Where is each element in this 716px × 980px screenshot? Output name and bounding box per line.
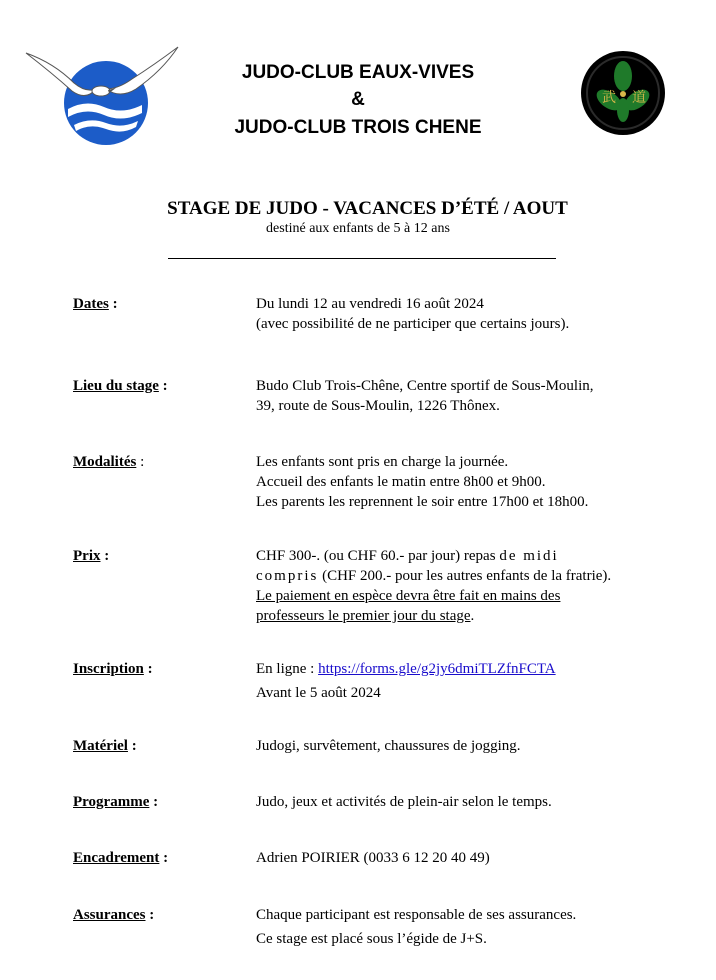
- value-programme: Judo, jeux et activités de plein-air selon le temps.: [256, 794, 552, 810]
- value-materiel: Judogi, survêtement, chaussures de jogging.: [256, 738, 521, 754]
- inscription-online: En ligne : https://forms.gle/g2jy6dmiTLZfnFCTA: [256, 661, 556, 677]
- value-assurances: [256, 905, 656, 949]
- label-programme: Programme :: [73, 794, 159, 810]
- value-dates: [256, 294, 656, 334]
- assurances-line-2: Ce stage est placé sous l’égide de J+S.: [256, 931, 487, 947]
- label-dates: Dates :: [73, 296, 118, 312]
- emblem-char-left: 武: [602, 90, 616, 106]
- value-inscription: [256, 659, 656, 703]
- page-subtitle: destiné aux enfants de 5 à 12 ans: [266, 221, 450, 236]
- label-prix: Prix :: [73, 548, 110, 564]
- assurances-line-1: Chaque participant est responsable de ses assurances.: [256, 907, 577, 923]
- value-encadrement: Adrien POIRIER (0033 6 12 20 40 49): [256, 850, 490, 866]
- label-encadrement: Encadrement :: [73, 850, 169, 866]
- club-name-eaux-vives: JUDO-CLUB EAUX-VIVES: [241, 62, 475, 83]
- lieu-line-1: Budo Club Trois-Chêne, Centre sportif de Sous-Moulin,: [256, 378, 594, 394]
- inscription-deadline: Avant le 5 août 2024: [256, 685, 381, 701]
- label-materiel: Matériel :: [73, 738, 137, 754]
- prix-payment-line-2: professeurs le premier jour du stage.: [256, 608, 475, 624]
- lieu-line-2: 39, route de Sous-Moulin, 1226 Thônex.: [256, 398, 500, 414]
- registration-link[interactable]: https://forms.gle/g2jy6dmiTLZfnFCTA: [318, 661, 556, 677]
- ampersand: &: [351, 89, 365, 110]
- prix-line-2: compris (CHF 200.- pour les autres enfants de la fratrie).: [256, 568, 612, 584]
- page-title: STAGE DE JUDO - VACANCES D’ÉTÉ / AOUT: [167, 198, 568, 219]
- emblem-char-right: 道: [632, 90, 646, 106]
- modalites-line-2: Accueil des enfants le matin entre 8h00 et 9h00.: [256, 474, 546, 490]
- modalites-line-3: Les parents les reprennent le soir entre 17h00 et 18h00.: [256, 494, 589, 510]
- prix-payment-line-1: Le paiement en espèce devra être fait en mains des: [256, 588, 561, 604]
- label-inscription: Inscription :: [73, 661, 153, 677]
- budo-leaf-emblem: [580, 50, 666, 136]
- value-modalites: [256, 452, 656, 512]
- seagull-wave-logo: [24, 45, 184, 147]
- label-lieu: Lieu du stage :: [73, 378, 168, 394]
- value-prix: [256, 546, 656, 626]
- modalites-line-1: Les enfants sont pris en charge la journée.: [256, 454, 509, 470]
- label-modalites: Modalités :: [73, 454, 145, 470]
- value-lieu: [256, 376, 656, 416]
- label-assurances: Assurances :: [73, 907, 155, 923]
- club-name-trois-chene: JUDO-CLUB TROIS CHENE: [234, 117, 482, 138]
- prix-line-1: CHF 300-. (ou CHF 60.- par jour) repas de midi: [256, 548, 559, 564]
- dates-line-2: (avec possibilité de ne participer que certains jours).: [256, 316, 570, 332]
- title-divider: [168, 258, 556, 259]
- dates-line-1: Du lundi 12 au vendredi 16 août 2024: [256, 296, 484, 312]
